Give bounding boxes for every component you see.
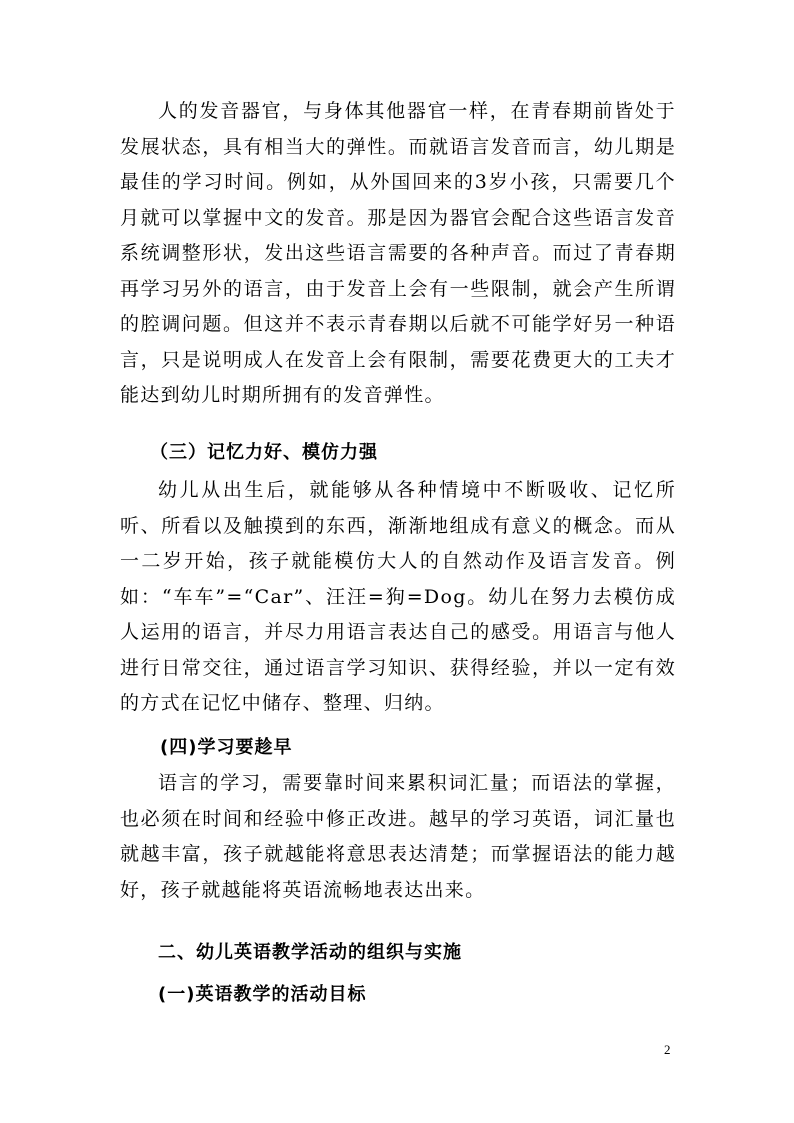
page-number: 2 bbox=[664, 1042, 671, 1057]
paragraph-learn-early: 语言的学习，需要靠时间来累积词汇量；而语法的掌握，也必须在时间和经验中修正改进。越早的学习英语，词汇量也就越丰富，孩子就越能将意思表达清楚；而掌握语法的能力越好，孩子就越能将英语流畅地表达出来。 bbox=[120, 772, 676, 901]
heading-memory-imitation: （三）记忆力好、模仿力强 bbox=[150, 442, 378, 463]
paragraph-memory: 幼儿从出生后，就能够从各种情境中不断吸收、记忆所听、所看以及触摸到的东西，渐渐地组成有意义的概念。而从一二岁开始，孩子就能模仿大人的自然动作及语言发音。例如：“车车”=“Car”、汪汪=狗=Dog。幼儿在努力去模仿成人运用的语言，并尽力用语言表达自己的感受。用语言与他人进行日常交往，通过语言学习知识、获得经验，并以一定有效的方式在记忆中储存、整理、归纳。 bbox=[120, 479, 676, 714]
paragraph-pronunciation: 人的发音器官，与身体其他器官一样，在青春期前皆处于发展状态，具有相当大的弹性。而就语言发音而言，幼儿期是最佳的学习时间。例如，从外国回来的3岁小孩，只需要几个月就可以掌握中文的发音。那是因为器官会配合这些语言发音系统调整形状，发出这些语言需要的各种声音。而过了青春期再学习另外的语言，由于发音上会有一些限制，就会产生所谓的腔调问题。但这并不表示青春期以后就不可能学好另一种语言，只是说明成人在发音上会有限制，需要花费更大的工夫才能达到幼儿时期所拥有的发音弹性。 bbox=[120, 100, 676, 406]
subheading-activity-goals: (一)英语教学的活动目标 bbox=[158, 984, 367, 1005]
heading-learn-early: (四)学习要趁早 bbox=[160, 737, 293, 758]
section-heading-2: 二、幼儿英语教学活动的组织与实施 bbox=[158, 942, 462, 963]
